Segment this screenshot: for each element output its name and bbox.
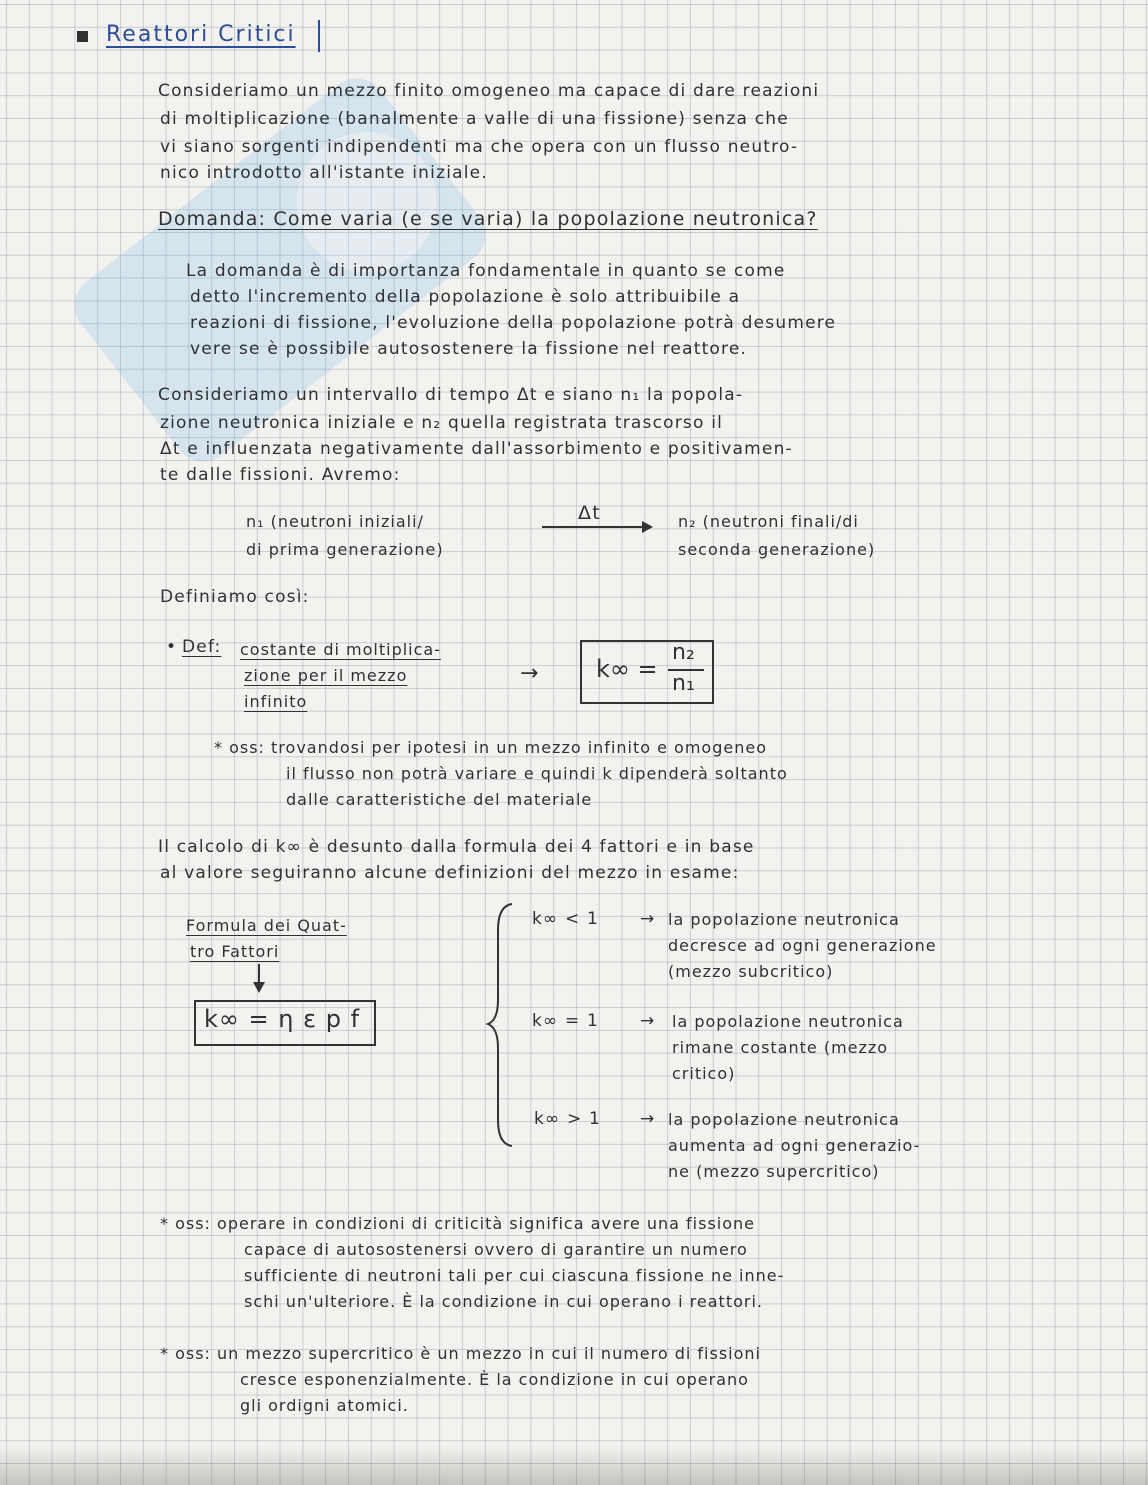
- transition-right-1: n₂ (neutroni finali/di: [678, 512, 859, 531]
- oss2-line-4: schi un'ulteriore. È la condizione in cui operano i reattori.: [244, 1292, 763, 1311]
- formula-down-arrow-line: [258, 964, 260, 984]
- intro-line-1: Consideriamo un mezzo finito omogeneo ma capace di dare reazioni: [158, 81, 820, 101]
- oss3-line-3: gli ordigni atomici.: [240, 1396, 409, 1415]
- case-1-line-3: (mezzo subcritico): [668, 962, 834, 981]
- case-1-arrow: →: [640, 909, 656, 929]
- four-factor-formula: k∞ = η ε p f: [204, 1005, 361, 1033]
- question: Domanda: Come varia (e se varia) la popolazione neutronica?: [158, 208, 818, 230]
- k-infinity-numerator: n₂: [672, 640, 695, 665]
- case-2-arrow: →: [640, 1011, 656, 1031]
- transition-left-2: di prima generazione): [246, 540, 444, 559]
- answer-line-4: vere se è possibile autosostenere la fissione nel reattore.: [190, 339, 748, 359]
- transition-arrow-head: [642, 521, 653, 533]
- k-infinity-denominator: n₁: [672, 671, 695, 696]
- transition-left-1: n₁ (neutroni iniziali/: [246, 512, 424, 531]
- transition-arrow-label: Δt: [578, 502, 601, 524]
- case-3-line-3: ne (mezzo supercritico): [668, 1162, 880, 1181]
- case-1-line-2: decresce ad ogni generazione: [668, 936, 937, 955]
- page-title: Reattori Critici: [106, 22, 296, 47]
- oss2-line-1: * oss: operare in condizioni di criticità significa avere una fissione: [160, 1214, 755, 1233]
- oss1-line-2: il flusso non potrà variare e quindi k dipenderà soltanto: [286, 764, 788, 783]
- oss2-line-3: sufficiente di neutroni tali per cui ciascuna fissione ne inne-: [244, 1266, 785, 1285]
- oss1-line-1: * oss: trovandosi per ipotesi in un mezzo infinito e omogeneo: [214, 738, 767, 757]
- interval-line-2: zione neutronica iniziale e n₂ quella registrata trascorso il: [160, 413, 724, 433]
- case-3-line-2: aumenta ad ogni generazio-: [668, 1136, 921, 1155]
- k-infinity-lhs: k∞ =: [596, 655, 658, 683]
- oss3-line-2: cresce esponenzialmente. È la condizione in cui operano: [240, 1370, 749, 1389]
- answer-line-2: detto l'incremento della popolazione è solo attribuibile a: [190, 287, 741, 307]
- interval-line-1: Consideriamo un intervallo di tempo Δt e siano n₁ la popola-: [158, 385, 744, 405]
- definition-text-2: zione per il mezzo: [244, 666, 408, 685]
- case-3-condition: k∞ > 1: [534, 1109, 602, 1129]
- case-2-line-2: rimane costante (mezzo: [672, 1038, 889, 1057]
- definition-arrow: →: [520, 661, 540, 686]
- intro-line-4: nico introdotto all'istante iniziale.: [160, 163, 488, 183]
- transition-right-2: seconda generazione): [678, 540, 876, 559]
- case-2-condition: k∞ = 1: [532, 1011, 600, 1031]
- case-3-arrow: →: [640, 1109, 656, 1129]
- calc-line-2: al valore seguiranno alcune definizioni del mezzo in esame:: [160, 863, 740, 883]
- case-2-line-3: critico): [672, 1064, 736, 1083]
- formula-title-2: tro Fattori: [190, 942, 280, 961]
- title-bullet: [77, 31, 88, 42]
- case-1-line-1: la popolazione neutronica: [668, 910, 900, 929]
- formula-title-1: Formula dei Quat-: [186, 916, 347, 935]
- transition-arrow-line: [542, 526, 644, 528]
- page-bottom-shadow: [0, 1445, 1148, 1485]
- calc-line-1: Il calcolo di k∞ è desunto dalla formula dei 4 fattori e in base: [158, 837, 755, 857]
- case-3-line-1: la popolazione neutronica: [668, 1110, 900, 1129]
- cases-brace: [482, 900, 522, 1150]
- definition-bullet: •: [166, 637, 178, 657]
- case-1-condition: k∞ < 1: [532, 909, 600, 929]
- formula-down-arrow-head: [253, 982, 265, 993]
- answer-line-3: reazioni di fissione, l'evoluzione della popolazione potrà desumere: [190, 313, 837, 333]
- intro-line-3: vi siano sorgenti indipendenti ma che opera con un flusso neutro-: [160, 137, 799, 157]
- oss1-line-3: dalle caratteristiche del materiale: [286, 790, 593, 809]
- oss2-line-2: capace di autosostenersi ovvero di garantire un numero: [244, 1240, 748, 1259]
- oss3-line-1: * oss: un mezzo supercritico è un mezzo in cui il numero di fissioni: [160, 1344, 761, 1363]
- definition-text-3: infinito: [244, 692, 308, 711]
- definition-label: Def:: [182, 637, 222, 657]
- definition-text-1: costante di moltiplica-: [240, 640, 441, 659]
- define-intro: Definiamo così:: [160, 587, 310, 607]
- interval-line-4: te dalle fissioni. Avremo:: [160, 465, 401, 485]
- intro-line-2: di moltiplicazione (banalmente a valle di una fissione) senza che: [160, 109, 789, 129]
- case-2-line-1: la popolazione neutronica: [672, 1012, 904, 1031]
- answer-line-1: La domanda è di importanza fondamentale in quanto se come: [186, 261, 786, 281]
- interval-line-3: Δt e influenzata negativamente dall'assorbimento e positivamen-: [160, 439, 793, 459]
